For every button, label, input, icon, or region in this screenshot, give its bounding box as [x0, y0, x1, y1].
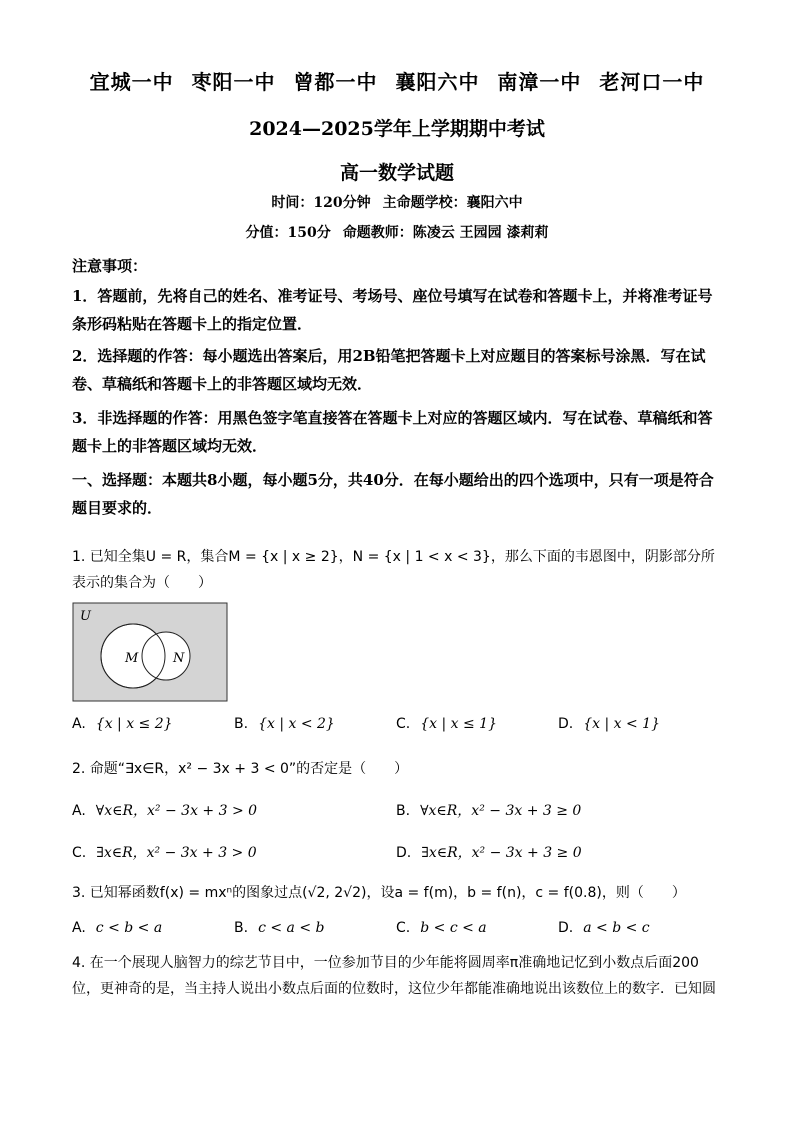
q2-option-a[interactable] [72, 800, 257, 820]
q1-option-d-label: D. [558, 716, 574, 732]
q2-option-c-text: ∃x∈R，x² − 3x + 3 > 0 [96, 845, 257, 861]
note-item-2: 2．选择题的作答：每小题选出答案后，用2B铅笔把答题卡上对应题目的答案标号涂黑．写在试卷、草稿纸和答题卡上的非答题区域均无效． [72, 347, 706, 393]
q2-option-b-label: B. [396, 803, 411, 819]
q1-option-b-label: B. [234, 716, 249, 732]
q3-option-b[interactable] [234, 920, 324, 936]
q3-option-d[interactable] [558, 920, 650, 936]
q3-option-a-label: A. [72, 920, 86, 936]
q2-option-c-label: C. [72, 845, 87, 861]
q2-option-c[interactable] [72, 842, 257, 862]
exam-score: 分值：150分 [245, 225, 331, 241]
notes-title: 注意事项： [72, 257, 148, 275]
q2-option-d-label: D. [396, 845, 412, 861]
q2-option-d[interactable] [396, 842, 582, 862]
q3-option-a-text: c < b < a [95, 920, 163, 936]
q1-option-b[interactable] [234, 716, 335, 732]
q2-option-d-text: ∃x∈R，x² − 3x + 3 ≥ 0 [421, 845, 582, 861]
q1-option-d-text: {x | x < 1} [583, 716, 660, 732]
note-item-1: 1．答题前，先将自己的姓名、准考证号、考场号、座位号填写在试卷和答题卡上，并将准考证号条形码粘贴在答题卡上的指定位置． [72, 287, 713, 333]
q2-option-b[interactable] [396, 800, 581, 820]
q3-option-b-text: c < a < b [258, 920, 325, 936]
exam-info-line-1 [0, 192, 794, 212]
venn-diagram [72, 602, 228, 702]
venn-label-m: M [125, 651, 139, 666]
question-1-stem: 1. 已知全集U = R，集合M = {x | x ≥ 2}，N = {x | 1 < x < 3}，那么下面的韦恩图中，阴影部分所表示的集合为（ ） [72, 549, 715, 591]
q1-option-c[interactable] [396, 716, 497, 732]
q3-option-a[interactable] [72, 920, 162, 936]
subject-title: 高一数学试题 [339, 162, 454, 184]
exam-time: 时间：120分钟 [271, 195, 371, 211]
exam-teachers: 命题教师：陈凌云 王园园 漆莉莉 [342, 225, 549, 241]
q1-option-c-label: C. [396, 716, 411, 732]
q3-option-b-label: B. [234, 920, 249, 936]
q2-option-a-label: A. [72, 803, 86, 819]
venn-label-u: U [80, 609, 91, 624]
q1-option-b-text: {x | x < 2} [258, 716, 335, 732]
q1-option-a[interactable] [72, 716, 173, 732]
note-item-3: 3．非选择题的作答：用黑色签字笔直接答在答题卡上对应的答题区域内．写在试卷、草稿纸和答题卡上的非答题区域均无效． [72, 409, 713, 455]
question-3-stem: 3. 已知幂函数f(x) = mxⁿ的图象过点(√2, 2√2)，设a = f(m)，b = f(n)，c = f(0.8)，则（ ） [72, 885, 686, 901]
question-4-stem: 4. 在一个展现人脑智力的综艺节目中，一位参加节目的少年能将圆周率π准确地记忆到小数点后面200位，更神奇的是，当主持人说出小数点后面的位数时，这位少年都能准确地说出该数位上的数字．已知圆 [72, 955, 716, 997]
q3-option-c[interactable] [396, 920, 487, 936]
exam-info-line-2 [0, 222, 794, 242]
q3-option-c-label: C. [396, 920, 411, 936]
question-2-stem: 2. 命题“∃x∈R，x² − 3x + 3 < 0”的否定是（ ） [72, 761, 409, 777]
section-1-heading: 一、选择题：本题共8小题，每小题5分，共40分．在每小题给出的四个选项中，只有一项是符合题目要求的． [72, 471, 714, 517]
q2-option-a-text: ∀x∈R，x² − 3x + 3 > 0 [95, 803, 258, 819]
q1-option-a-text: {x | x ≤ 2} [95, 716, 173, 732]
exam-title: 2024—2025学年上学期期中考试 [249, 118, 545, 140]
q3-option-d-text: a < b < c [583, 920, 650, 936]
q1-option-c-text: {x | x ≤ 1} [420, 716, 497, 732]
venn-label-n: N [173, 651, 185, 666]
host-school: 主命题学校：襄阳六中 [382, 195, 523, 211]
q2-option-b-text: ∀x∈R，x² − 3x + 3 ≥ 0 [420, 803, 582, 819]
q3-option-c-text: b < c < a [420, 920, 487, 936]
q1-option-a-label: A. [72, 716, 86, 732]
q3-option-d-label: D. [558, 920, 574, 936]
schools-header: 宜城一中 枣阳一中 曾都一中 襄阳六中 南漳一中 老河口一中 [89, 70, 705, 94]
q1-option-d[interactable] [558, 716, 660, 732]
